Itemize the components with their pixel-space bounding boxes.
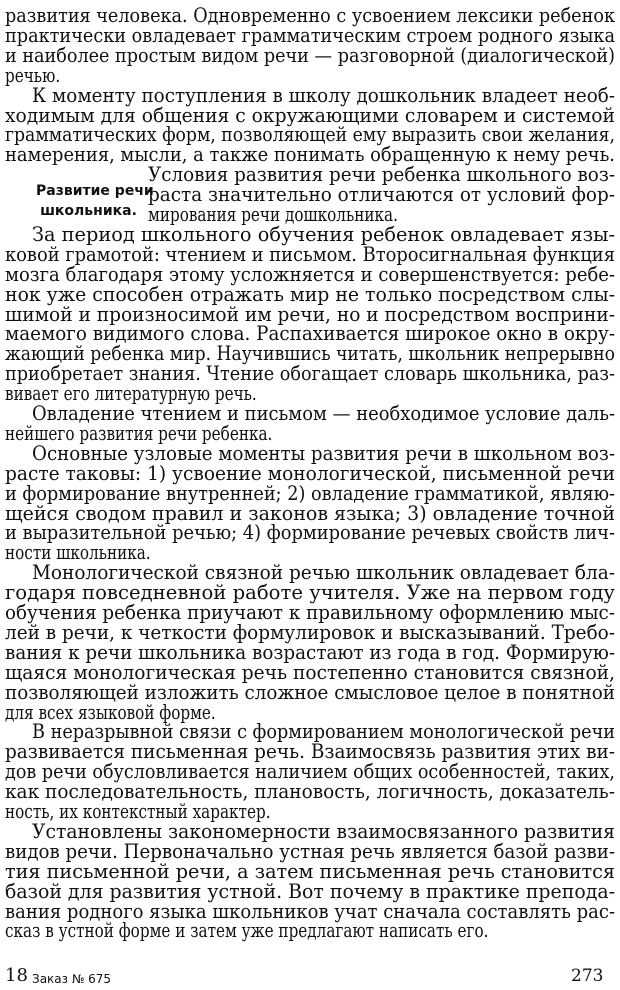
text-line: маемого видимого слова. Распахивается широкое окно в окру-	[5, 322, 616, 346]
text-line: практически овладевает грамматическим строем родного языка	[5, 23, 615, 47]
text-line: видов речи. Первоначально устная речь является базой разви-	[5, 839, 616, 863]
text-line: вивает его литературную речь.	[5, 382, 257, 406]
text-line: лей в речи, к четкости формулировок и высказываний. Требо-	[5, 620, 615, 644]
text-line: ковой грамотой: чтением и письмом. Второсигнальная функция	[5, 242, 615, 266]
text-line: сказ в устной форме и затем уже предлагают написать его.	[5, 919, 489, 943]
text-line: расте таковы: 1) усвоение монологической, письменной речи	[5, 461, 616, 485]
text-line: ности школьника.	[5, 541, 151, 565]
text-line: для всех языковой форме.	[5, 700, 216, 724]
text-line: вания родного языка школьников учат сначала составлять рас-	[5, 899, 616, 923]
signature-number: 18	[5, 965, 28, 986]
text-line: мозга благодаря этому усложняется и совершенствуется: ребе-	[5, 262, 616, 286]
text-line: и наиболее простым видом речи — разговорной (диалогической)	[5, 43, 615, 67]
text-line: приобретает знания. Чтение обогащает словарь школьника, раз-	[5, 362, 615, 386]
text-line: речью.	[5, 63, 61, 87]
text-line: позволяющей изложить сложное смысловое целое в понятной	[5, 680, 615, 704]
text-line: обучения ребенка приучают к правильному оформлению мыс-	[5, 601, 615, 624]
margin-note: Развитие речи школьника.	[36, 183, 154, 219]
signature-order: Заказ № 675	[32, 972, 112, 986]
text-line: развивается письменная речь. Взаимосвязь развития этих ви-	[5, 740, 616, 764]
text-line: намерения, мысли, а также понимать обращенную к нему речь.	[5, 143, 615, 167]
text-line: вания к речи школьника возрастают из года в год. Формирую-	[5, 640, 616, 664]
text-line: шимой и произносимой им речи, но и посредством восприни-	[5, 302, 615, 326]
text-line: В неразрывной связи с формированием монологической речи	[32, 720, 615, 744]
text-line: За период школьного обучения ребенок овладевает язы-	[32, 222, 616, 246]
text-line: К моменту поступления в школу дошкольник владеет необ-	[32, 83, 615, 107]
text-line: ходимым для общения с окружающими словарем и системой	[5, 103, 616, 127]
text-line: и выразительной речью; 4) формирование речевых свойств лич-	[5, 521, 615, 545]
text-line: дов речи обусловливается наличием общих особенностей, таких,	[5, 760, 615, 784]
text-line: тия письменной речи, а затем письменная речь становится	[5, 859, 616, 883]
text-line: ность, их контекстный характер.	[5, 800, 271, 823]
text-line: нейшего развития речи ребенка.	[5, 421, 273, 445]
text-line: и формирование внутренней; 2) овладение грамматикой, являю-	[5, 481, 616, 505]
text-line: жающий ребенка мир. Научившись читать, школьник непрерывно	[5, 342, 616, 366]
text-line: базой для развития устной. Вот почему в практике препода-	[5, 879, 615, 903]
text-line: мирования речи дошкольника.	[148, 203, 398, 226]
text-line: грамматических форм, позволяющей ему выразить свои желания,	[5, 123, 616, 147]
page-number: 273	[571, 966, 604, 986]
text-line: годаря повседневной работе учителя. Уже на первом году	[5, 581, 615, 605]
text-line: щейся сводом правил и законов языка; 3) овладение точной	[5, 501, 615, 525]
text-line: Условия развития речи ребенка школьного воз-	[148, 163, 616, 187]
text-line: как последовательность, плановость, логичность, доказатель-	[5, 780, 615, 804]
text-line: Овладение чтением и письмом — необходимое условие даль-	[32, 402, 616, 425]
text-line: Монологической связной речью школьник овладевает бла-	[32, 561, 616, 585]
text-line: развития человека. Одновременно с усвоением лексики ребенок	[5, 4, 615, 27]
text-line: Установлены закономерности взаимосвязанного развития	[32, 819, 615, 843]
text-line: нок уже способен отражать мир не только посредством слы-	[5, 282, 616, 306]
text-line: Основные узловые моменты развития речи в школьном воз-	[32, 441, 616, 465]
text-line: щаяся монологическая речь постепенно становится связной,	[5, 660, 615, 684]
text-line: раста значительно отличаются от условий фор-	[148, 183, 615, 207]
